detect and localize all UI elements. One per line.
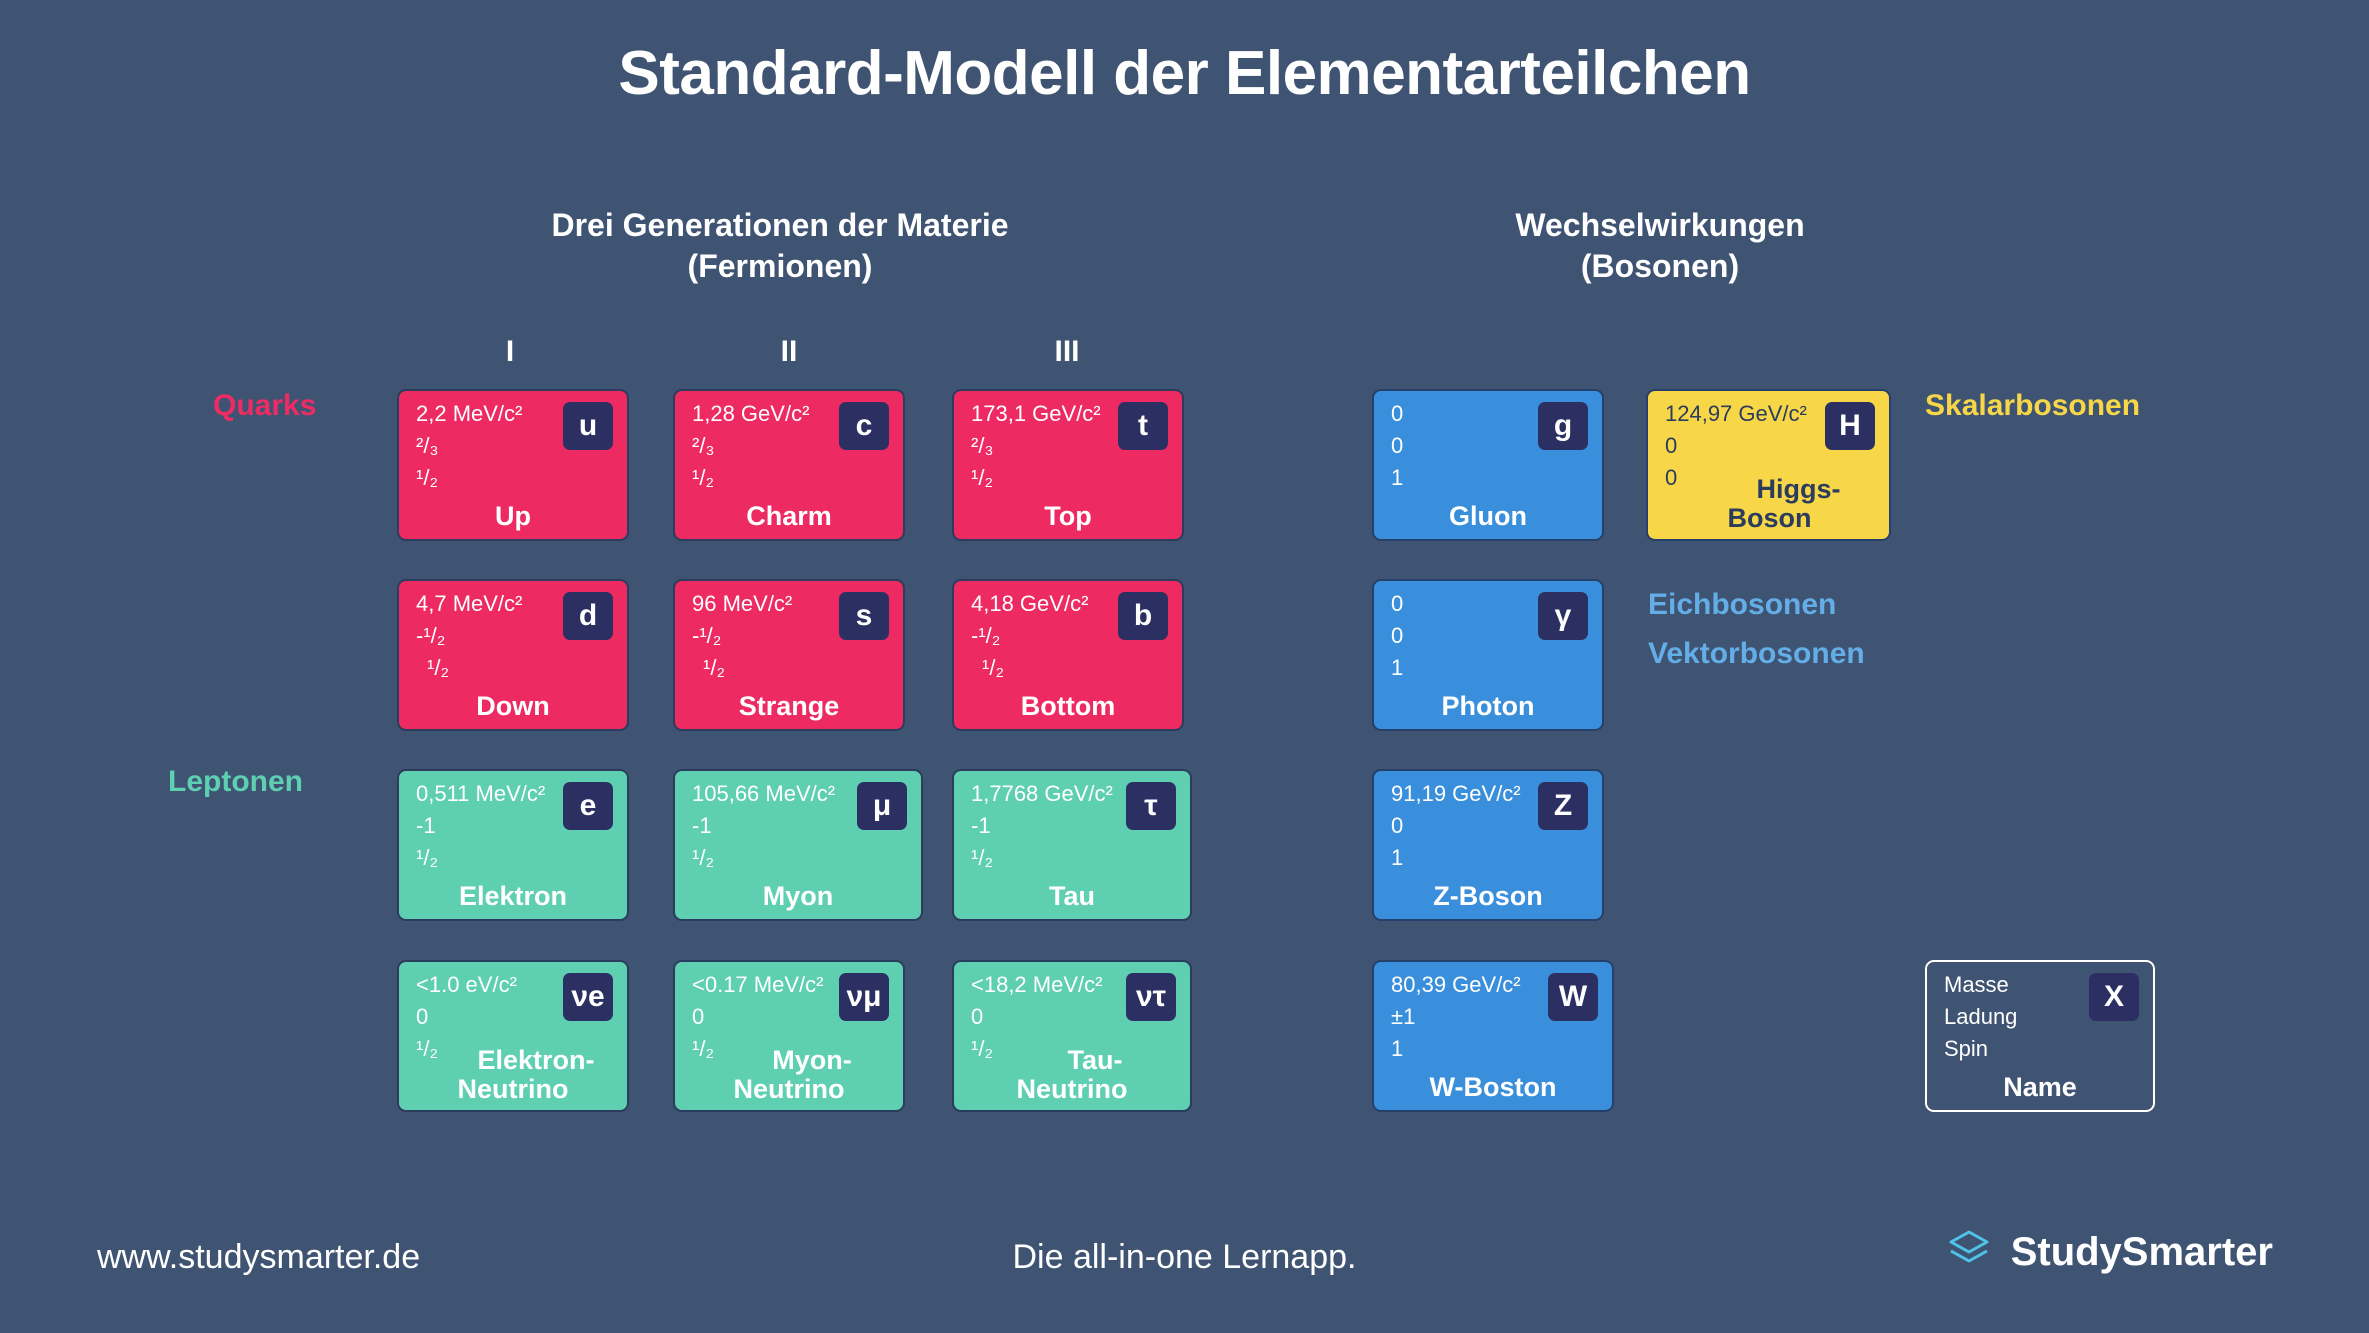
particle-name: Charm [746,500,832,531]
particle-spin: ¹/₂ [692,465,714,490]
particle-name [675,1046,903,1104]
particle-card-top[interactable] [952,389,1184,541]
particle-card-w-boston[interactable] [1372,960,1614,1112]
legend-name-label: Name [2003,1071,2077,1102]
particle-spin: 0 [1665,465,1678,490]
generation-label-3: III [1054,335,1080,368]
legend-symbol: X [2089,973,2139,1021]
particle-mass: 105,66 MeV/c² [692,781,836,806]
brand-name: StudySmarter [2010,1230,2273,1274]
particle-name-line1: Myon- [772,1044,852,1075]
group-label-quarks: Quarks [213,389,317,422]
particle-spin: ¹/₂ [692,845,714,870]
particle-mass: <0.17 MeV/c² [692,972,824,997]
particle-spin: ¹/₂ [692,1036,714,1061]
particle-symbol: b [1118,592,1168,640]
heading-fermions-line2: (Fermionen) [687,247,873,284]
particle-symbol: ντ [1126,973,1176,1021]
particle-spin: ¹/₂ [416,1036,438,1061]
generation-label-1: I [505,335,515,368]
particle-symbol: s [839,592,889,640]
particle-symbol: Z [1538,782,1588,830]
particle-charge: ²/₃ [692,433,715,458]
legend-mass-label: Masse [1944,972,2009,997]
particle-mass: 1,28 GeV/c² [692,401,810,426]
particle-symbol: e [563,782,613,830]
particle-spin: 1 [1391,655,1404,680]
particle-charge: 0 [1665,433,1678,458]
particle-name-line2: Neutrino [1016,1073,1128,1104]
particle-name: Up [495,500,531,531]
particle-card-elektron-neutrino[interactable] [397,960,629,1112]
particle-spin: ¹/₂ [416,465,438,490]
particle-card-strange[interactable] [673,579,905,731]
heading-bosons-line1: Wechselwirkungen [1515,207,1805,243]
particle-symbol: μ [857,782,907,830]
particle-card-elektron[interactable] [397,769,629,921]
particle-symbol: τ [1126,782,1176,830]
particle-name: Photon [1441,690,1535,721]
particle-symbol: γ [1538,592,1588,640]
legend-charge-label: Ladung [1944,1004,2018,1029]
generation-label-2: II [780,335,798,368]
particle-name-line2: Boson [1727,502,1812,533]
particle-symbol: d [563,592,613,640]
particle-mass: 0,511 MeV/c² [416,781,546,806]
footer-tagline: Die all-in-one Lernapp. [1012,1238,1357,1276]
particle-mass: 96 MeV/c² [692,591,793,616]
particle-mass: 1,7768 GeV/c² [971,781,1113,806]
particle-name-line2: Neutrino [457,1073,569,1104]
particle-charge: 0 [1391,433,1404,458]
group-label-vektorbosonen: Vektorbosonen [1648,637,1865,670]
particle-symbol: g [1538,402,1588,450]
particle-symbol: W [1548,973,1598,1021]
particle-name [954,1046,1190,1104]
particle-name [399,1046,627,1104]
heading-bosons [1310,205,2010,287]
particle-charge: 0 [416,1004,429,1029]
particle-name: Gluon [1449,500,1527,531]
group-label-eichbosonen: Eichbosonen [1648,588,1837,621]
particle-card-up[interactable] [397,389,629,541]
particle-mass: <1.0 eV/c² [416,972,517,997]
legend-spin-label: Spin [1944,1036,1989,1061]
particle-name: Elektron [458,880,568,911]
particle-charge: -1 [416,813,436,838]
legend-card [1925,960,2155,1112]
particle-card-bottom[interactable] [952,579,1184,731]
particle-mass: 4,7 MeV/c² [416,591,523,616]
particle-charge: 0 [1391,623,1404,648]
particle-spin: 1 [1391,845,1404,870]
particle-spin: ¹/₂ [971,1036,993,1061]
particle-spin: 1 [1391,465,1404,490]
particle-card-photon[interactable] [1372,579,1604,731]
particle-name [1648,475,1889,533]
particle-mass: 91,19 GeV/c² [1391,781,1521,806]
particle-name: Top [1044,500,1092,531]
particle-mass: 4,18 GeV/c² [971,591,1089,616]
particle-charge: -¹/₂ [416,623,446,648]
particle-charge: -1 [692,813,712,838]
particle-mass: <18,2 MeV/c² [971,972,1103,997]
particle-charge: ±1 [1391,1004,1416,1029]
particle-name: W-Boston [1429,1071,1557,1102]
particle-mass: 2,2 MeV/c² [416,401,523,426]
particle-charge: -¹/₂ [971,623,1001,648]
group-label-leptonen: Leptonen [168,765,303,798]
particle-card-charm[interactable] [673,389,905,541]
particle-charge: 0 [692,1004,705,1029]
particle-charge: ²/₃ [971,433,994,458]
particle-spin: ¹/₂ [971,465,993,490]
particle-name-line2: Neutrino [733,1073,845,1104]
studysmarter-logo-icon [1941,1222,1997,1283]
particle-charge: 0 [1391,813,1404,838]
particle-mass: 173,1 GeV/c² [971,401,1101,426]
particle-mass: 124,97 GeV/c² [1665,401,1807,426]
particle-name: Tau [1049,880,1095,911]
particle-name: Myon [762,880,834,911]
particle-name-line1: Higgs- [1756,473,1841,504]
footer-brand[interactable] [1941,1222,2273,1283]
heading-fermions [420,205,1140,287]
particle-symbol: H [1825,402,1875,450]
heading-fermions-line1: Drei Generationen der Materie [551,207,1009,243]
particle-charge: -1 [971,813,991,838]
particle-card-myon-neutrino[interactable] [673,960,905,1112]
particle-name: Bottom [1020,690,1116,721]
particle-spin: ¹/₂ [971,845,993,870]
particle-card-tau-neutrino[interactable] [952,960,1192,1112]
particle-name-line1: Elektron- [477,1044,595,1075]
particle-card-tau[interactable] [952,769,1192,921]
page-title: Standard-Modell der Elementarteilchen [618,39,1751,108]
particle-symbol: t [1118,402,1168,450]
particle-card-higgs-boson[interactable] [1646,389,1891,541]
particle-charge: -¹/₂ [692,623,722,648]
particle-mass: 0 [1391,591,1404,616]
heading-bosons-line2: (Bosonen) [1580,247,1740,284]
particle-spin: 1 [1391,1036,1404,1061]
particle-name: Strange [738,690,840,721]
footer-url[interactable]: www.studysmarter.de [97,1238,421,1276]
particle-mass: 80,39 GeV/c² [1391,972,1521,997]
particle-name: Z-Boson [1433,880,1543,911]
particle-charge: ²/₃ [416,433,439,458]
particle-symbol: c [839,402,889,450]
particle-card-z-boson[interactable] [1372,769,1604,921]
particle-charge: 0 [971,1004,984,1029]
particle-spin: ¹/₂ [982,655,1004,680]
particle-spin: ¹/₂ [416,845,438,870]
particle-card-myon[interactable] [673,769,923,921]
group-label-skalarbosonen: Skalarbosonen [1925,389,2141,422]
particle-symbol: u [563,402,613,450]
particle-mass: 0 [1391,401,1404,426]
particle-symbol: νμ [839,973,889,1021]
particle-spin: ¹/₂ [427,655,449,680]
particle-spin: ¹/₂ [703,655,725,680]
particle-card-gluon[interactable] [1372,389,1604,541]
particle-symbol: νe [563,973,613,1021]
particle-card-down[interactable] [397,579,629,731]
particle-name-line1: Tau- [1067,1044,1123,1075]
particle-name: Down [476,690,550,721]
